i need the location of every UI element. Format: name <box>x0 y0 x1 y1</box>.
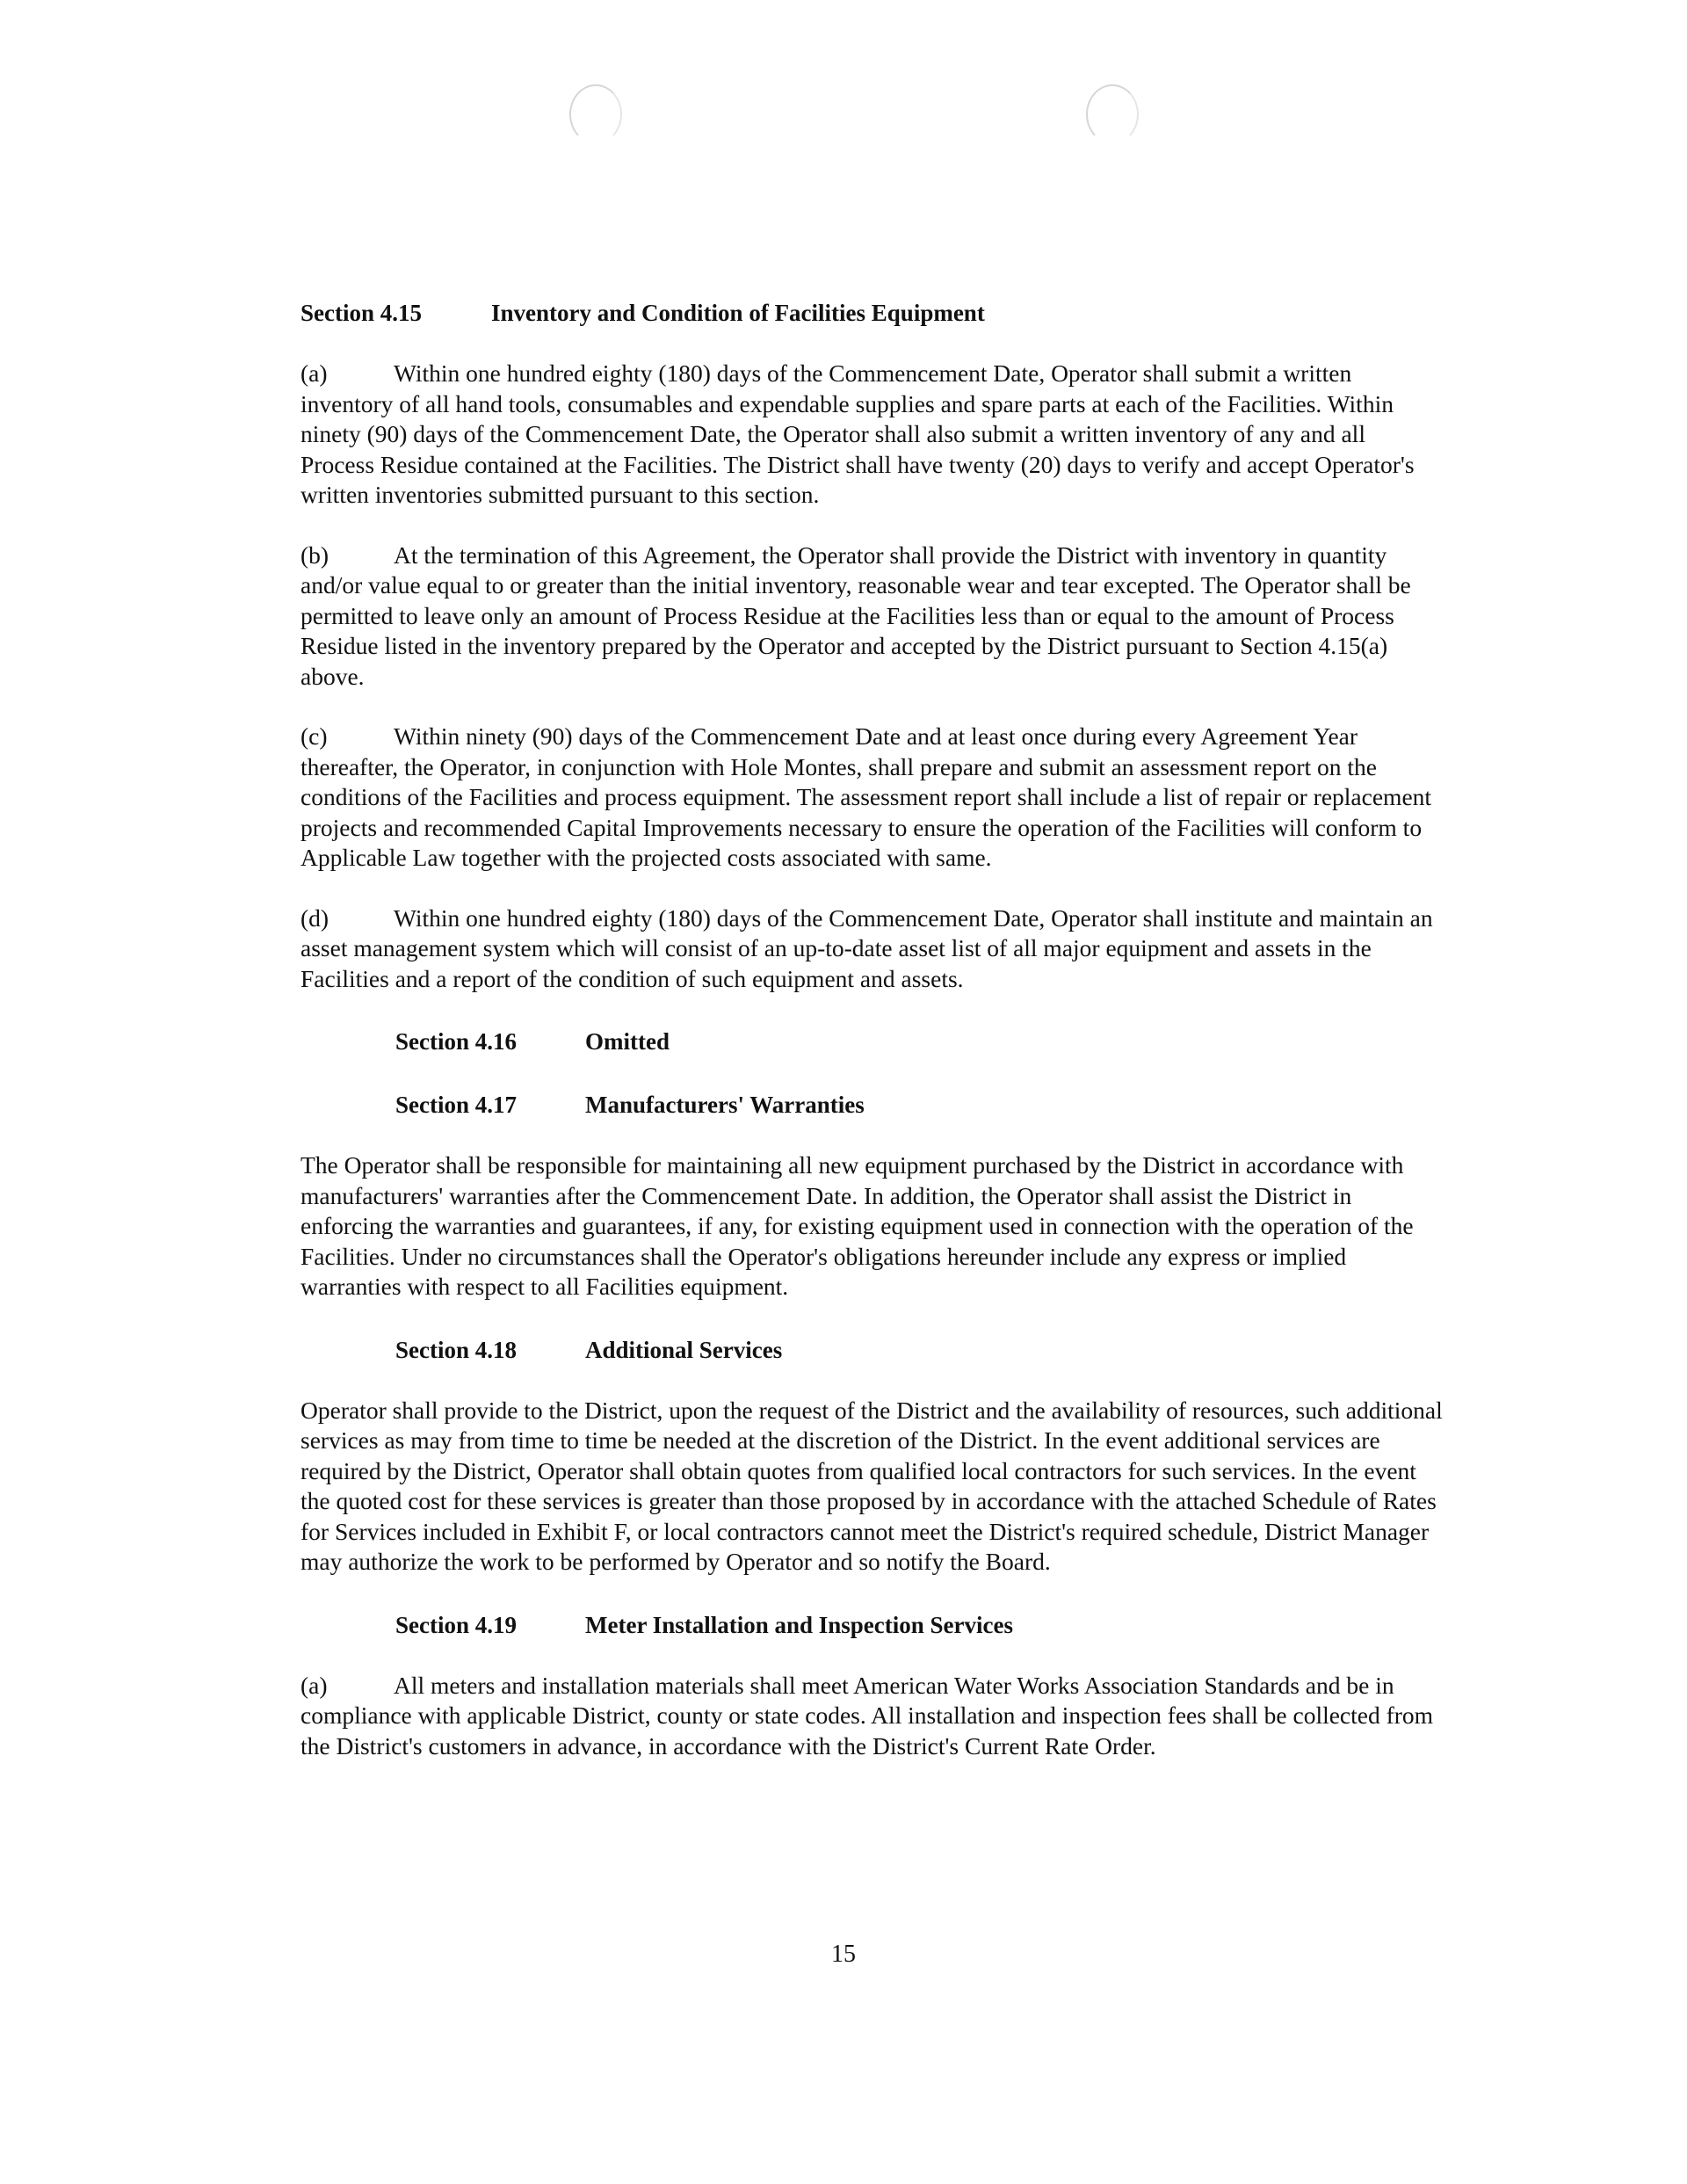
paragraph-4-19-a <box>300 1671 1443 1762</box>
paragraph-text: Within one hundred eighty (180) days of the Commencement Date, Operator shall institute and maintain an asset management system which will consist of an up-to-date asset list of all major equipment and assets in the Facilities and a report of the condition of such equipment and assets. <box>300 903 1433 992</box>
section-title: Manufacturers' Warranties <box>585 1092 865 1118</box>
section-4-16-heading <box>395 1026 1443 1057</box>
section-number: Section 4.19 <box>395 1611 517 1638</box>
page-number: 15 <box>831 1941 856 1968</box>
paragraph-4-15-a <box>300 359 1443 511</box>
paragraph-label: (d) <box>300 903 329 932</box>
section-title: Omitted <box>585 1028 670 1055</box>
paragraph-4-15-c <box>300 722 1443 874</box>
paragraph-4-17: The Operator shall be responsible for maintaining all new equipment purchased by the District in accordance with manufacturers' warranties after the Commencement Date. In addition, the Operator shall assist the District in enforcing the warranties and guarantees, if any, for existing equipment used in connection with the operation of the Facilities. Under no circumstances shall the Operator's obligations hereunder include any express or implied warranties with respect to all Facilities equipment. <box>300 1151 1414 1300</box>
page-content <box>300 297 1443 1761</box>
section-4-15-heading <box>300 297 1443 329</box>
paragraph-4-18: Operator shall provide to the District, upon the request of the District and the availability of resources, such additional services as may from time to time be needed at the discretion of the District. In the event additional services are required by the District, Operator shall obtain quotes from qualified local contractors for such services. In the event the quoted cost for these services is greater than those proposed by in accordance with the attached Schedule of Rates for Services included in Exhibit F, or local contractors cannot meet the District's required schedule, District Manager may authorize the work to be performed by Operator and so notify the Board. <box>300 1396 1443 1575</box>
paragraph-text: At the termination of this Agreement, the Operator shall provide the District with inventory in quantity and/or value equal to or greater than the initial inventory, reasonable wear and tear excepted. The Operator shall be permitted to leave only an amount of Process Residue at the Facilities less than or equal to the amount of Process Residue listed in the inventory prepared by the Operator and accepted by the District pursuant to Section 4.15(a) above. <box>300 541 1411 690</box>
paragraph-label: (a) <box>300 1671 328 1699</box>
paragraph-label: (b) <box>300 541 329 569</box>
section-4-17-heading <box>395 1089 1443 1121</box>
section-number: Section 4.18 <box>395 1336 517 1363</box>
section-4-18-heading <box>395 1334 1443 1366</box>
section-number: Section 4.15 <box>300 300 422 326</box>
punch-hole-mark <box>569 84 622 144</box>
section-title: Additional Services <box>585 1336 783 1363</box>
section-title: Meter Installation and Inspection Services <box>585 1611 1013 1638</box>
paragraph-text: All meters and installation materials shall meet American Water Works Association Standards and be in compliance with applicable District, county or state codes. All installation and inspection fees shall be collected from the District's customers in advance, in accordance with the District's Current Rate Order. <box>300 1671 1434 1760</box>
section-4-19-heading <box>395 1609 1443 1641</box>
paragraph-4-15-d <box>300 903 1443 995</box>
punch-hole-mark <box>1086 84 1139 144</box>
paragraph-label: (c) <box>300 722 328 750</box>
section-number: Section 4.16 <box>395 1028 517 1055</box>
paragraph-4-15-b <box>300 541 1443 693</box>
section-number: Section 4.17 <box>395 1092 517 1118</box>
section-title: Inventory and Condition of Facilities Equipment <box>491 300 985 326</box>
paragraph-text: Within one hundred eighty (180) days of the Commencement Date, Operator shall submit a written inventory of all hand tools, consumables and expendable supplies and spare parts at each of the Facilities. Within ninety (90) days of the Commencement Date, the Operator shall also submit a written inventory of any and all Process Residue contained at the Facilities. The District shall have twenty (20) days to verify and accept Operator's written inventories submitted pursuant to this section. <box>300 359 1415 508</box>
paragraph-text: Within ninety (90) days of the Commencement Date and at least once during every Agreement Year thereafter, the Operator, in conjunction with Hole Montes, shall prepare and submit an assessment report on the conditions of the Facilities and process equipment. The assessment report shall include a list of repair or replacement projects and recommended Capital Improvements necessary to ensure the operation of the Facilities will conform to Applicable Law together with the projected costs associated with same. <box>300 722 1432 871</box>
paragraph-label: (a) <box>300 359 328 387</box>
